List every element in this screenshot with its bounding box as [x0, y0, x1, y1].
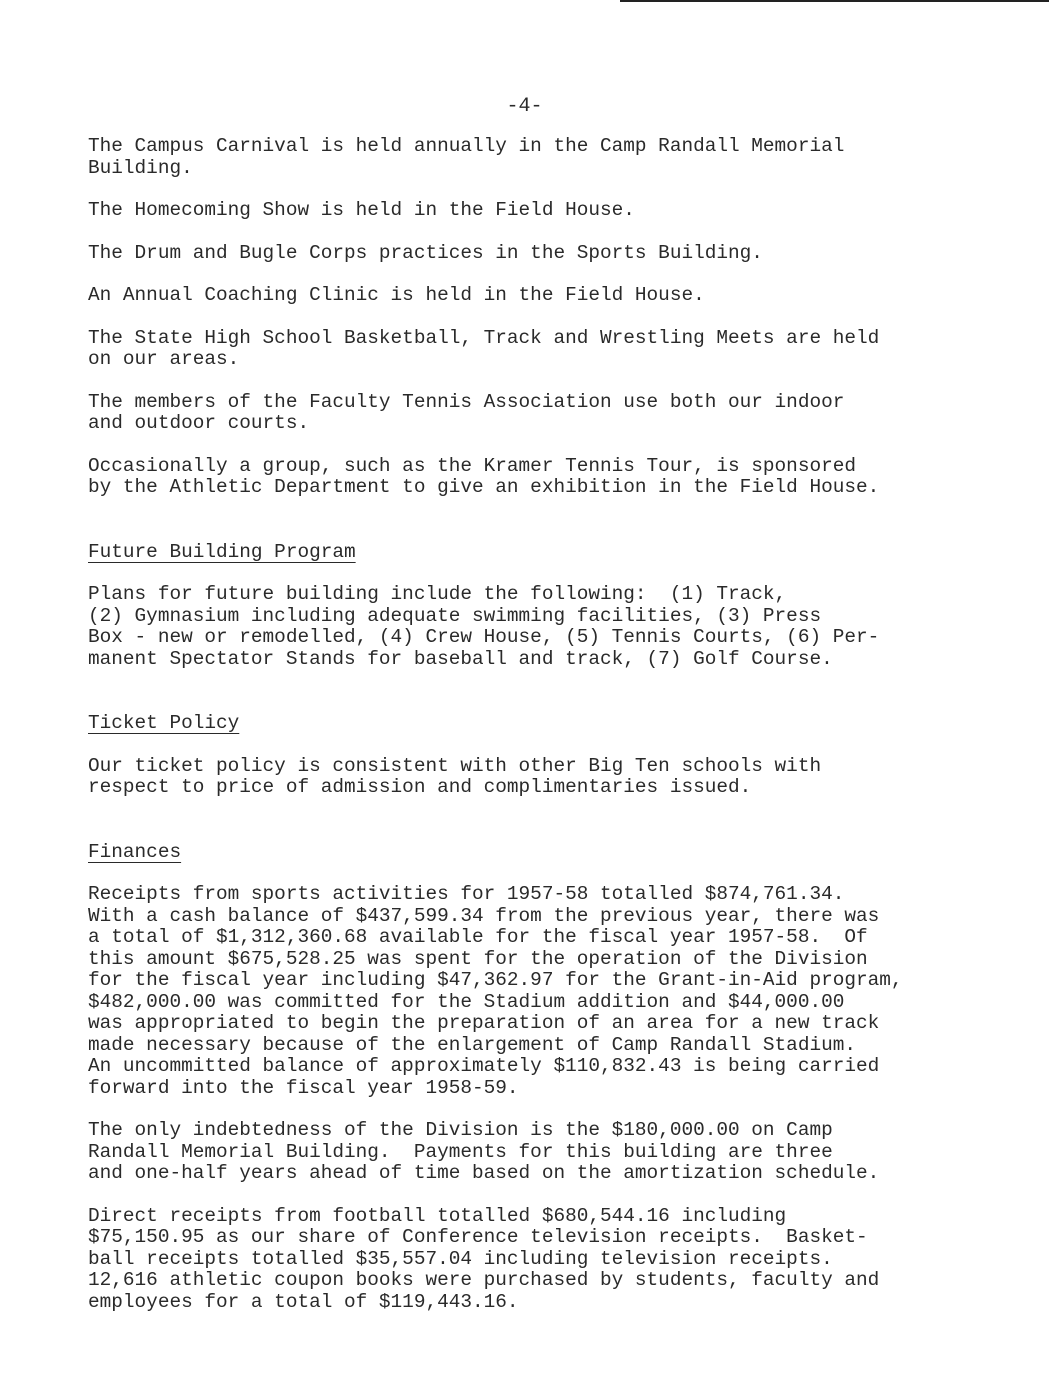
section-heading: Finances: [88, 840, 182, 863]
paragraph-kramer-tennis-tour: [88, 456, 988, 499]
section-finances: [88, 842, 988, 864]
text-line: With a cash balance of $437,599.34 from the previous year, there was: [88, 904, 880, 927]
text-line: ball receipts totalled $35,557.04 including television receipts.: [88, 1247, 833, 1270]
section-heading: Ticket Policy: [88, 712, 240, 734]
paragraph-homecoming-show: [88, 200, 988, 222]
document-body: [88, 136, 988, 1313]
text-line: and one-half years ahead of time based on the amortization schedule.: [88, 1162, 880, 1184]
text-line: Our ticket policy is consistent with other Big Ten schools with: [88, 754, 822, 777]
text-line: Box - new or remodelled, (4) Crew House, (5) Tennis Courts, (6) Per-: [88, 626, 880, 648]
text-line: this amount $675,528.25 was spent for the operation of the Division: [88, 947, 868, 970]
text-line: employees for a total of $119,443.16.: [88, 1290, 519, 1313]
text-line: respect to price of admission and complimentaries issued.: [88, 776, 752, 798]
text-line: The Campus Carnival is held annually in the Camp Randall Memorial: [88, 135, 845, 157]
section-heading: Future Building Program: [88, 540, 356, 563]
text-line: made necessary because of the enlargement of Camp Randall Stadium.: [88, 1033, 856, 1056]
text-line: The Drum and Bugle Corps practices in the Sports Building.: [88, 241, 763, 264]
text-line: $482,000.00 was committed for the Stadium addition and $44,000.00: [88, 990, 845, 1013]
paragraph-campus-carnival: [88, 136, 988, 179]
text-line: The only indebtedness of the Division is the $180,000.00 on Camp: [88, 1119, 833, 1141]
text-line: Direct receipts from football totalled $680,544.16 including: [88, 1204, 787, 1227]
section-ticket-policy: [88, 713, 988, 735]
text-line: (2) Gymnasium including adequate swimming facilities, (3) Press: [88, 604, 822, 627]
paragraph-faculty-tennis: [88, 392, 988, 435]
text-line: The Homecoming Show is held in the Field House.: [88, 199, 635, 221]
text-line: The State High School Basketball, Track and Wrestling Meets are held: [88, 326, 880, 349]
text-line: An Annual Coaching Clinic is held in the Field House.: [88, 284, 705, 306]
text-line: An uncommitted balance of approximately $110,832.43 is being carried: [88, 1055, 880, 1077]
paragraph-indebtedness: [88, 1120, 988, 1185]
paragraph-football-receipts: [88, 1206, 988, 1314]
text-line: $75,150.95 as our share of Conference television receipts. Basket-: [88, 1226, 868, 1248]
text-line: was appropriated to begin the preparation of an area for a new track: [88, 1012, 880, 1034]
text-line: on our areas.: [88, 348, 240, 370]
section-future-building-program: [88, 542, 988, 564]
top-edge-rule: [620, 0, 1049, 2]
text-line: manent Spectator Stands for baseball and track, (7) Golf Course.: [88, 647, 833, 670]
text-line: 12,616 athletic coupon books were purchased by students, faculty and: [88, 1269, 880, 1291]
paragraph-drum-bugle-corps: [88, 243, 988, 265]
paragraph-ticket-policy: [88, 756, 988, 799]
text-line: and outdoor courts.: [88, 412, 310, 434]
text-line: for the fiscal year including $47,362.97 for the Grant-in-Aid program,: [88, 969, 903, 991]
paragraph-future-building-plans: [88, 584, 988, 670]
text-line: Building.: [88, 156, 193, 179]
paragraph-receipts: [88, 884, 988, 1099]
page-number: -4-: [506, 95, 543, 118]
paragraph-coaching-clinic: [88, 285, 988, 307]
text-line: The members of the Faculty Tennis Association use both our indoor: [88, 390, 845, 413]
text-line: by the Athletic Department to give an exhibition in the Field House.: [88, 476, 880, 498]
text-line: Randall Memorial Building. Payments for this building are three: [88, 1140, 833, 1163]
text-line: forward into the fiscal year 1958-59.: [88, 1076, 519, 1099]
paragraph-state-high-school-meets: [88, 328, 988, 371]
text-line: Occasionally a group, such as the Kramer Tennis Tour, is sponsored: [88, 454, 856, 477]
text-line: a total of $1,312,360.68 available for the fiscal year 1957-58. Of: [88, 926, 868, 948]
text-line: Plans for future building include the following: (1) Track,: [88, 583, 787, 605]
text-line: Receipts from sports activities for 1957-58 totalled $874,761.34.: [88, 883, 845, 905]
